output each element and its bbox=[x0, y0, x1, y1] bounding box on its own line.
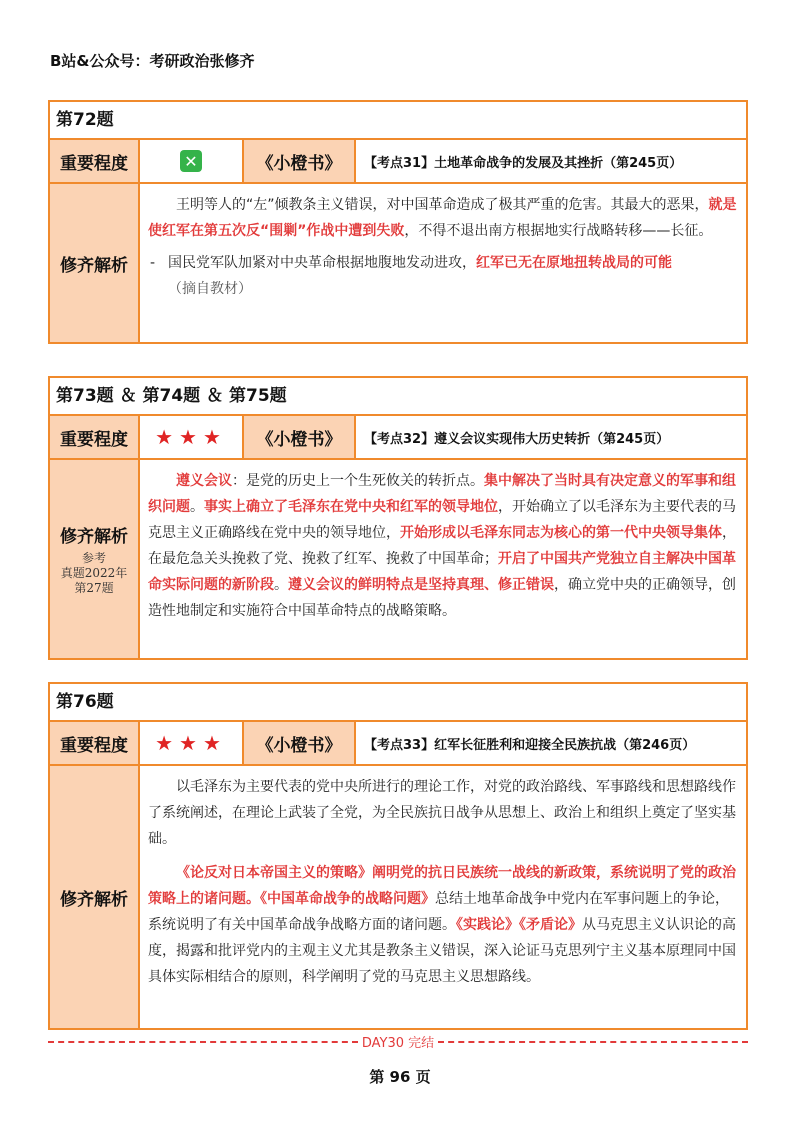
text-span: 。 bbox=[190, 499, 204, 515]
question-title: 第76题 bbox=[50, 684, 746, 722]
text-span: ：是党的历史上一个生死攸关的转折点。 bbox=[232, 473, 484, 489]
reference-note bbox=[61, 551, 128, 596]
star-rating-icon: ★★★ bbox=[155, 425, 227, 449]
book-label: 《小橙书》 bbox=[244, 722, 356, 764]
source-note: （摘自教材） bbox=[168, 281, 252, 297]
importance-value bbox=[140, 140, 244, 182]
dash-list-item bbox=[148, 250, 738, 302]
text-span: ，不得不退出南方根据地实行战略转移——长征。 bbox=[404, 223, 713, 239]
analysis-label-text: 修齐解析 bbox=[60, 527, 128, 547]
green-x-mark-icon: ✕ bbox=[180, 150, 202, 172]
highlight-text: 《论反对日本帝国主义的策略》阐明党的抗日民族统一战线的新政策，系统说明了党的政治策略上的诸问题。 bbox=[148, 865, 736, 907]
analysis-content bbox=[140, 460, 746, 658]
topic-text: 【考点31】土地革命战争的发展及其挫折（第245页） bbox=[364, 155, 683, 171]
highlight-text: 开启了中国共产党独立自主解决中国革命实际问题的新阶段 bbox=[148, 551, 736, 593]
analysis-paragraph bbox=[148, 468, 738, 624]
text-span: 总结土地革命战争中党内在军事问题上的争论，系统说明了有关中国革命战争战略方面的诸问题。 bbox=[148, 891, 729, 933]
text-span: 从马克思主义认识论的高度，揭露和批评党内的主观主义尤其是教条主义错误，深入论证马克思列宁主义基本原理同中国具体实际相结合的原则，科学阐明了党的马克思主义思想路线。 bbox=[148, 917, 736, 985]
highlight-text: 《中国革命战争的战略问题》 bbox=[260, 891, 435, 907]
page-number: 第 96 页 bbox=[369, 1068, 431, 1086]
text-span: ，在最危急关头挽救了党、挽救了红军、挽救了中国革命； bbox=[148, 525, 736, 567]
highlight-text: 《实践论》《矛盾论》 bbox=[456, 917, 582, 933]
text-span: 国民党军队加紧对中央革命根据地腹地发动进攻， bbox=[168, 255, 476, 271]
star-rating-icon: ★★★ bbox=[155, 731, 227, 755]
dashed-line bbox=[438, 1041, 748, 1043]
text-span: 王明等人的“左”倾教条主义错误，对中国革命造成了极其严重的危害。其最大的恶果， bbox=[176, 197, 709, 213]
importance-value bbox=[140, 722, 244, 764]
highlight-text: 集中解决了当时具有决定意义的军事和组织问题 bbox=[148, 473, 736, 515]
note-line: 参考 bbox=[81, 551, 106, 565]
note-line: 第27题 bbox=[74, 581, 114, 595]
question-block-72 bbox=[48, 100, 748, 344]
analysis-label: 修齐解析 bbox=[50, 184, 140, 342]
text-span: ，开始确立了以毛泽东为主要代表的马克思主义正确路线在党中央的领导地位， bbox=[148, 499, 736, 541]
analysis-label bbox=[50, 460, 140, 658]
highlight-text: 就是使红军在第五次反“围剿”作战中遭到失败 bbox=[148, 197, 737, 239]
highlight-text: 红军已无在原地扭转战局的可能 bbox=[476, 255, 672, 271]
highlight-text: 事实上确立了毛泽东在党中央和红军的领导地位 bbox=[204, 499, 498, 515]
highlight-text: 开始形成以毛泽东同志为核心的第一代中央领导集体 bbox=[400, 525, 722, 541]
page-header: B站&公众号：考研政治张修齐 bbox=[50, 52, 255, 70]
analysis-content bbox=[140, 184, 746, 342]
day-end-text: DAY30 完结 bbox=[361, 1036, 435, 1051]
topic-text: 【考点33】红军长征胜利和迎接全民族抗战（第246页） bbox=[364, 737, 696, 753]
analysis-label: 修齐解析 bbox=[50, 766, 140, 1028]
book-label: 《小橙书》 bbox=[244, 416, 356, 458]
question-title: 第72题 bbox=[50, 102, 746, 140]
question-title: 第73题 ＆ 第74题 ＆ 第75题 bbox=[50, 378, 746, 416]
topic-text: 【考点32】遵义会议实现伟大历史转折（第245页） bbox=[364, 431, 670, 447]
importance-label: 重要程度 bbox=[50, 722, 140, 764]
analysis-paragraph bbox=[148, 860, 738, 990]
analysis-content bbox=[140, 766, 746, 1028]
text-span: ，确立党中央的正确领导，创造性地制定和实施符合中国革命特点的战略策略。 bbox=[148, 577, 736, 619]
question-block-73-75 bbox=[48, 376, 748, 660]
importance-value bbox=[140, 416, 244, 458]
text-span: 。 bbox=[274, 577, 288, 593]
highlight-text: 遵义会议 bbox=[176, 473, 232, 489]
question-block-76 bbox=[48, 682, 748, 1030]
importance-label: 重要程度 bbox=[50, 140, 140, 182]
analysis-paragraph: 以毛泽东为主要代表的党中央所进行的理论工作，对党的政治路线、军事路线和思想路线作了系统阐述，在理论上武装了全党，为全民族抗日战争从思想上、政治上和组织上奠定了坚实基础。 bbox=[148, 779, 736, 847]
importance-label: 重要程度 bbox=[50, 416, 140, 458]
book-label: 《小橙书》 bbox=[244, 140, 356, 182]
dashed-line bbox=[48, 1041, 358, 1043]
analysis-paragraph bbox=[148, 192, 738, 244]
day-end-divider bbox=[48, 1032, 748, 1051]
note-line: 真题2022年 bbox=[60, 566, 128, 580]
highlight-text: 遵义会议的鲜明特点是坚持真理、修正错误 bbox=[288, 577, 554, 593]
